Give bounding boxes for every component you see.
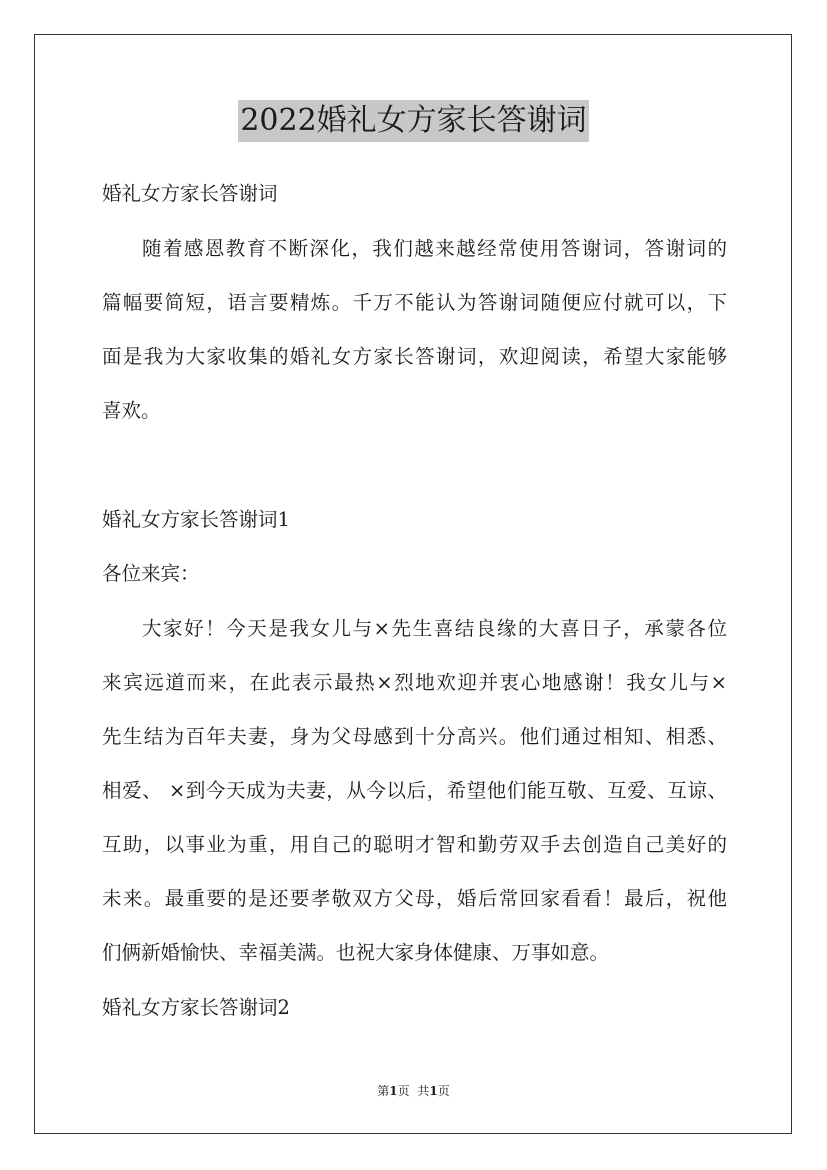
body-paragraph-line: 未来。最重要的是还要孝敬双方父母，婚后常回家看看！最后，祝他 <box>102 887 727 910</box>
intro-paragraph-line: 面是我为大家收集的婚礼女方家长答谢词，欢迎阅读，希望大家能够 <box>102 345 727 368</box>
page-label-prefix: 第 <box>377 1084 390 1098</box>
total-label-suffix: 页 <box>437 1084 450 1098</box>
title-container <box>0 100 827 142</box>
body-paragraph-line: 互助，以事业为重，用自己的聪明才智和勤劳双手去创造自己美好的 <box>102 833 727 856</box>
body-paragraph-line: 相爱、 ×到今天成为夫妻，从今以后，希望他们能互敬、互爱、互谅、 <box>102 779 727 802</box>
body-paragraph-line: 大家好！今天是我女儿与×先生喜结良缘的大喜日子，承蒙各位 <box>142 617 727 640</box>
intro-paragraph-line: 喜欢。 <box>102 399 161 422</box>
section-heading: 婚礼女方家长答谢词2 <box>102 996 290 1019</box>
body-paragraph-line: 来宾远道而来，在此表示最热×烈地欢迎并衷心地感谢！我女儿与× <box>102 671 727 694</box>
body-paragraph-line: 先生结为百年夫妻，身为父母感到十分高兴。他们通过相知、相悉、 <box>102 725 727 748</box>
page-footer <box>0 1083 827 1099</box>
page-number: 1 <box>389 1084 398 1098</box>
page-label-suffix: 页 <box>397 1084 410 1098</box>
intro-paragraph-line: 篇幅要简短，语言要精炼。千万不能认为答谢词随便应付就可以，下 <box>102 291 727 314</box>
greeting-line: 各位来宾： <box>102 562 200 585</box>
total-label-prefix: 共 <box>417 1084 430 1098</box>
section-heading: 婚礼女方家长答谢词 <box>102 182 278 205</box>
document-title: 2022婚礼女方家长答谢词 <box>238 100 588 142</box>
intro-paragraph-line: 随着感恩教育不断深化，我们越来越经常使用答谢词，答谢词的 <box>142 237 727 260</box>
total-pages: 1 <box>429 1084 438 1098</box>
section-heading: 婚礼女方家长答谢词1 <box>102 508 290 531</box>
body-paragraph-line: 们俩新婚愉快、幸福美满。也祝大家身体健康、万事如意。 <box>102 941 610 964</box>
